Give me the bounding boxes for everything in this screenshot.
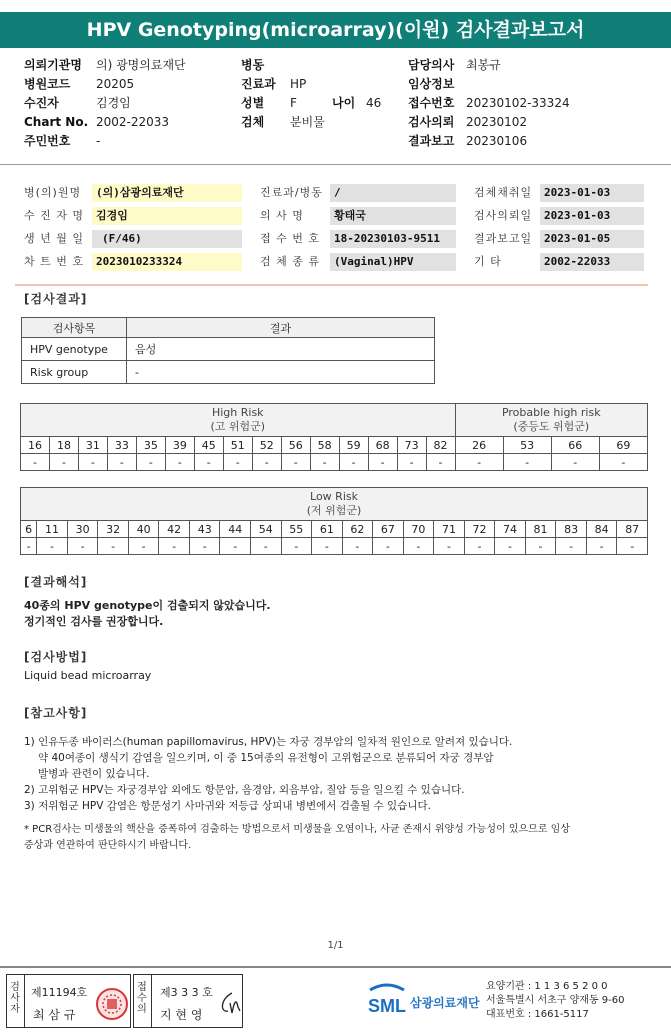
- low-risk-header: [21, 488, 648, 521]
- label-report-date: 결과보고일: [474, 232, 533, 245]
- hpv-result-cell: -: [49, 454, 78, 471]
- row-item: Risk group: [22, 361, 127, 384]
- hpv-type-cell: 66: [551, 437, 599, 454]
- value-dept: /: [330, 184, 456, 202]
- hpv-result-cell: -: [586, 538, 617, 555]
- note-line: 증상과 연관하여 판단하시기 바랍니다.: [24, 840, 192, 851]
- hpv-type-cell: 81: [525, 521, 556, 538]
- page-number: 1/1: [327, 940, 344, 951]
- hpv-result-cell: -: [464, 538, 495, 555]
- hpv-result-cell: -: [78, 454, 107, 471]
- hpv-type-cell: 67: [373, 521, 404, 538]
- hpv-result-cell: -: [310, 454, 339, 471]
- receiver-label: 접수의: [137, 982, 147, 1015]
- label-doctor: 의 사 명: [260, 209, 304, 222]
- interp-line: 정기적인 검사를 권장합니다.: [24, 615, 164, 628]
- label-other: 기 타: [474, 255, 502, 268]
- hpv-type-cell: 11: [37, 521, 68, 538]
- ref-line: 3) 저위험군 HPV 감염은 항문성기 사마귀와 저등급 상피내 병변에서 검출될 수 있습니다.: [24, 800, 431, 812]
- low-risk-values-row: [21, 538, 648, 555]
- section-result: [검사결과]: [24, 292, 88, 306]
- divider-line: [15, 284, 648, 286]
- label-specimen: 검 체 종 류: [260, 255, 320, 268]
- org-address: 서울특별시 서초구 양재동 9-60: [486, 995, 625, 1006]
- value-hospital: (의)삼광의료재단: [92, 184, 242, 202]
- hpv-result-cell: -: [403, 538, 434, 555]
- tester-stamp: [6, 974, 131, 1028]
- table-row: [22, 361, 435, 384]
- hpv-result-cell: -: [503, 454, 551, 471]
- label-request-date: 검사의뢰일: [474, 209, 533, 222]
- hpv-type-cell: 52: [252, 437, 281, 454]
- org-contact: [486, 980, 625, 1022]
- hpv-type-cell: 43: [189, 521, 220, 538]
- hpv-type-cell: 42: [159, 521, 190, 538]
- header-divider: [0, 164, 671, 165]
- hpv-type-cell: 70: [403, 521, 434, 538]
- hpv-type-cell: 6: [21, 521, 37, 538]
- value-specimen: (Vaginal)HPV: [330, 253, 456, 271]
- value-doctor: 황태국: [330, 207, 456, 225]
- hpv-result-cell: -: [21, 454, 50, 471]
- hpv-type-cell: 55: [281, 521, 312, 538]
- low-risk-sub: (저 위험군): [306, 504, 362, 517]
- hpv-result-cell: -: [373, 538, 404, 555]
- low-risk-types-row: [21, 521, 648, 538]
- hpv-result-cell: -: [194, 454, 223, 471]
- hpv-result-cell: -: [128, 538, 159, 555]
- header-col1: 의뢰기관명 의) 광명의료재단 병원코드 20205 수진자 김경임 Chart No. 2002-22033 주민번호 -: [24, 58, 186, 148]
- label-dept: 진료과/병동: [260, 186, 323, 199]
- hpv-result-cell: -: [397, 454, 426, 471]
- footer: [0, 966, 671, 1035]
- header-col2: 병동 진료과 HP 성별 F 나이 46 검체 분비물: [241, 58, 382, 129]
- col-result: 결과: [127, 318, 435, 338]
- probable-risk-sub: (중등도 위험군): [513, 420, 590, 433]
- hpv-result-cell: -: [107, 454, 136, 471]
- hpv-result-cell: -: [159, 538, 190, 555]
- label-birth: 생 년 월 일: [24, 232, 84, 245]
- label-receipt: 접 수 번 호: [260, 232, 320, 245]
- hpv-result-cell: -: [525, 538, 556, 555]
- hpv-result-cell: -: [434, 538, 465, 555]
- hpv-type-cell: 69: [599, 437, 647, 454]
- hpv-type-cell: 40: [128, 521, 159, 538]
- hpv-result-cell: -: [37, 538, 68, 555]
- hpv-result-cell: -: [21, 538, 37, 555]
- result-table: [21, 317, 435, 384]
- hpv-result-cell: -: [251, 538, 282, 555]
- hpv-type-cell: 62: [342, 521, 373, 538]
- hpv-type-cell: 83: [556, 521, 587, 538]
- high-risk-types-row: [21, 437, 648, 454]
- high-risk-header: [21, 404, 456, 437]
- value-collect-date: 2023-01-03: [540, 184, 644, 202]
- hpv-result-cell: -: [342, 538, 373, 555]
- receiver-license: 제3 3 3 호: [160, 986, 213, 999]
- hpv-type-cell: 31: [78, 437, 107, 454]
- hpv-type-cell: 71: [434, 521, 465, 538]
- value-report-date: 2023-01-05: [540, 230, 644, 248]
- value-chart: 2023010233324: [92, 253, 242, 271]
- label-chart: 차 트 번 호: [24, 255, 84, 268]
- hpv-type-cell: 74: [495, 521, 526, 538]
- org-name: 삼광의료재단: [410, 996, 480, 1010]
- note-line: * PCR검사는 미생물의 핵산을 증폭하여 검출하는 방법으로서 미생물을 오염이나, 사균 존재시 위양성 가능성이 있으므로 임상: [24, 824, 570, 835]
- hpv-result-cell: -: [165, 454, 194, 471]
- ref-line: 약 40여종이 생식기 감염을 일으키며, 이 중 15여종의 유전형이 고위험군으로 분류되어 자궁 경부암: [38, 752, 494, 764]
- receiver-name: 지 현 영: [160, 1008, 203, 1022]
- logo-text: SML: [368, 996, 406, 1016]
- low-risk-table: [20, 487, 648, 555]
- high-risk-values-row: [21, 454, 648, 471]
- value-birth: (F/46): [92, 230, 242, 248]
- hpv-result-cell: -: [339, 454, 368, 471]
- hpv-type-cell: 26: [455, 437, 503, 454]
- hpv-type-cell: 16: [21, 437, 50, 454]
- hpv-result-cell: -: [136, 454, 165, 471]
- label-hospital: 병(의)원명: [24, 186, 82, 199]
- probable-risk-label: Probable high risk: [501, 406, 601, 419]
- hpv-type-cell: 58: [310, 437, 339, 454]
- hpv-result-cell: -: [556, 538, 587, 555]
- tester-license: 제11194호: [31, 986, 88, 999]
- seal-icon: [95, 987, 129, 1021]
- table-row: [22, 338, 435, 361]
- hpv-type-cell: 18: [49, 437, 78, 454]
- tester-name: 최 삼 규: [33, 1008, 76, 1022]
- hpv-result-cell: -: [67, 538, 98, 555]
- hpv-result-cell: -: [599, 454, 647, 471]
- hpv-type-cell: 87: [617, 521, 648, 538]
- hpv-type-cell: 59: [339, 437, 368, 454]
- value-patient: 김경임: [92, 207, 242, 225]
- hpv-result-cell: -: [312, 538, 343, 555]
- hpv-result-cell: -: [617, 538, 648, 555]
- low-risk-label: Low Risk: [310, 490, 358, 503]
- hpv-type-cell: 30: [67, 521, 98, 538]
- signature-icon: [218, 989, 242, 1017]
- section-method: [검사방법]: [24, 650, 88, 664]
- hpv-result-cell: -: [98, 538, 129, 555]
- reference-notes: [24, 734, 512, 814]
- hpv-result-cell: -: [281, 538, 312, 555]
- hpv-type-cell: 51: [223, 437, 252, 454]
- hpv-type-cell: 73: [397, 437, 426, 454]
- label-patient: 수 진 자 명: [24, 209, 84, 222]
- hpv-result-cell: -: [252, 454, 281, 471]
- hpv-result-cell: -: [189, 538, 220, 555]
- value-other: 2002-22033: [540, 253, 644, 271]
- pcr-note: [24, 822, 570, 854]
- value-request-date: 2023-01-03: [540, 207, 644, 225]
- ref-line: 2) 고위험군 HPV는 자궁경부암 외에도 항문암, 음경암, 외음부암, 질암 등을 일으킬 수 있습니다.: [24, 784, 465, 796]
- hpv-result-cell: -: [495, 538, 526, 555]
- hpv-type-cell: 68: [368, 437, 397, 454]
- hpv-type-cell: 33: [107, 437, 136, 454]
- header-col3: 담당의사 최봉규 임상정보 접수번호 20230102-33324 검사의뢰 20230102 결과보고 20230106: [408, 58, 570, 148]
- ref-line: 발병과 관련이 있습니다.: [38, 768, 150, 780]
- hpv-type-cell: 54: [251, 521, 282, 538]
- high-risk-table: [20, 403, 648, 471]
- section-interpretation: [결과해석]: [24, 575, 88, 589]
- tester-label: 검사자: [10, 982, 20, 1015]
- org-phone: 대표번호 : 1661-5117: [486, 1009, 589, 1020]
- interp-line: 40종의 HPV genotype이 검출되지 않았습니다.: [24, 599, 271, 612]
- row-item: HPV genotype: [22, 338, 127, 361]
- report-title: HPV Genotyping(microarray)(이원) 검사결과보고서: [0, 12, 671, 48]
- hpv-result-cell: -: [368, 454, 397, 471]
- hpv-type-cell: 45: [194, 437, 223, 454]
- row-value: 음성: [127, 338, 435, 361]
- high-risk-label: High Risk: [211, 406, 264, 419]
- hpv-type-cell: 61: [312, 521, 343, 538]
- hpv-type-cell: 84: [586, 521, 617, 538]
- hpv-result-cell: -: [426, 454, 455, 471]
- col-item: 검사항목: [22, 318, 127, 338]
- hpv-type-cell: 72: [464, 521, 495, 538]
- interpretation-text: [24, 598, 271, 630]
- hpv-type-cell: 56: [281, 437, 310, 454]
- hpv-type-cell: 39: [165, 437, 194, 454]
- section-references: [참고사항]: [24, 706, 88, 720]
- hpv-type-cell: 53: [503, 437, 551, 454]
- sml-logo-icon: [366, 982, 408, 1016]
- high-risk-sub: (고 위험군): [210, 420, 266, 433]
- probable-risk-header: [455, 404, 647, 437]
- org-code: 요양기관 : 1 1 3 6 5 2 0 0: [486, 981, 608, 992]
- hpv-result-cell: -: [281, 454, 310, 471]
- hpv-type-cell: 44: [220, 521, 251, 538]
- ref-line: 1) 인유두종 바이러스(human papillomavirus, HPV)는 자궁 경부암의 일차적 원인으로 알려져 있습니다.: [24, 736, 513, 748]
- label-collect-date: 검체채취일: [474, 186, 533, 199]
- method-text: Liquid bead microarray: [24, 669, 152, 682]
- hpv-type-cell: 32: [98, 521, 129, 538]
- hpv-result-cell: -: [220, 538, 251, 555]
- hpv-result-cell: -: [455, 454, 503, 471]
- hpv-result-cell: -: [223, 454, 252, 471]
- row-value: -: [127, 361, 435, 384]
- hpv-type-cell: 35: [136, 437, 165, 454]
- hpv-result-cell: -: [551, 454, 599, 471]
- value-receipt: 18-20230103-9511: [330, 230, 456, 248]
- receiver-stamp: [133, 974, 243, 1028]
- hpv-type-cell: 82: [426, 437, 455, 454]
